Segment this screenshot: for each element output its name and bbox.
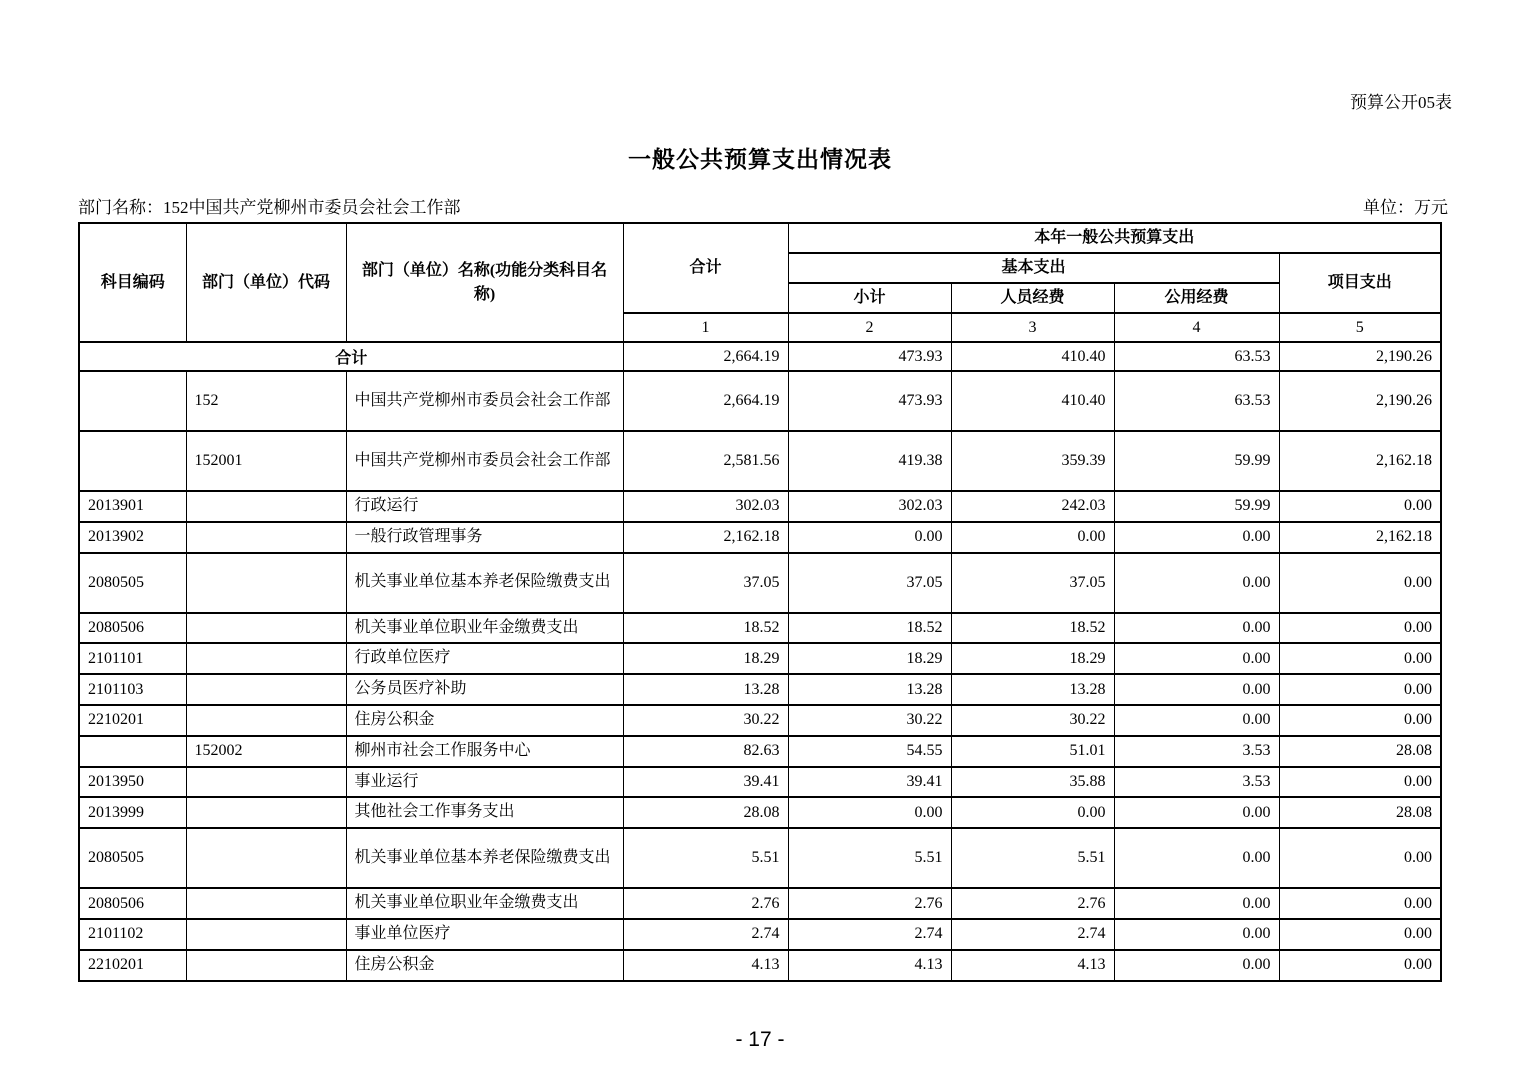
table-row [79, 431, 1441, 491]
project-cell: 0.00 [1279, 491, 1441, 522]
dept-name-cell: 行政单位医疗 [346, 643, 623, 674]
total-cell: 18.29 [623, 643, 788, 674]
project-cell: 0.00 [1279, 613, 1441, 644]
col-header-subject-code: 科目编码 [79, 223, 186, 342]
subtotal-cell: 18.52 [788, 613, 951, 644]
public-funds-cell: 0.00 [1114, 888, 1279, 919]
project-cell: 2,162.18 [1279, 522, 1441, 553]
personnel-cell: 242.03 [951, 491, 1114, 522]
total-cell: 37.05 [623, 553, 788, 613]
public-funds-cell: 59.99 [1114, 491, 1279, 522]
col-header-dept-name: 部门（单位）名称(功能分类科目名称) [346, 223, 623, 342]
department-label: 部门名称：152中国共产党柳州市委员会社会工作部 [78, 198, 461, 217]
subject-code-cell: 2101102 [79, 919, 186, 950]
public-funds-cell: 0.00 [1114, 828, 1279, 888]
table-row [79, 950, 1441, 981]
total-cell: 2,664.19 [623, 371, 788, 431]
subtotal-cell: 419.38 [788, 431, 951, 491]
subject-code-cell: 2013950 [79, 767, 186, 798]
table-row [79, 643, 1441, 674]
subtotal-cell: 5.51 [788, 828, 951, 888]
personnel-cell: 5.51 [951, 828, 1114, 888]
grand-total-subtotal: 473.93 [788, 342, 951, 371]
subject-code-cell [79, 736, 186, 767]
header-row-top [79, 223, 1441, 253]
project-cell: 0.00 [1279, 919, 1441, 950]
subject-code-cell: 2210201 [79, 950, 186, 981]
public-funds-cell: 3.53 [1114, 736, 1279, 767]
total-cell: 39.41 [623, 767, 788, 798]
total-cell: 4.13 [623, 950, 788, 981]
table-row [79, 767, 1441, 798]
subject-code-cell: 2013999 [79, 797, 186, 828]
dept-name-cell: 机关事业单位基本养老保险缴费支出 [346, 553, 623, 613]
dept-name-cell: 中国共产党柳州市委员会社会工作部 [346, 371, 623, 431]
page-number: - 17 - [735, 1028, 785, 1051]
table-row [79, 705, 1441, 736]
dept-code-cell [186, 797, 346, 828]
personnel-cell: 30.22 [951, 705, 1114, 736]
dept-code-cell [186, 919, 346, 950]
personnel-cell: 18.52 [951, 613, 1114, 644]
subject-code-cell: 2210201 [79, 705, 186, 736]
dept-code-cell: 152002 [186, 736, 346, 767]
dept-name-cell: 住房公积金 [346, 705, 623, 736]
dept-code-cell: 152 [186, 371, 346, 431]
table-row [79, 674, 1441, 705]
subtotal-cell: 39.41 [788, 767, 951, 798]
dept-code-cell [186, 828, 346, 888]
grand-total-sum: 2,664.19 [623, 342, 788, 371]
table-header [79, 223, 1441, 342]
subtotal-cell: 13.28 [788, 674, 951, 705]
project-cell: 28.08 [1279, 797, 1441, 828]
personnel-cell: 359.39 [951, 431, 1114, 491]
public-funds-cell: 0.00 [1114, 553, 1279, 613]
dept-name-cell: 其他社会工作事务支出 [346, 797, 623, 828]
col-index-5: 5 [1279, 313, 1441, 342]
subject-code-cell: 2013902 [79, 522, 186, 553]
subtotal-cell: 473.93 [788, 371, 951, 431]
dept-code-cell [186, 613, 346, 644]
dept-code-cell [186, 522, 346, 553]
subtotal-cell: 0.00 [788, 522, 951, 553]
project-cell: 0.00 [1279, 705, 1441, 736]
public-funds-cell: 0.00 [1114, 674, 1279, 705]
col-index-1: 1 [623, 313, 788, 342]
public-funds-cell: 63.53 [1114, 371, 1279, 431]
total-cell: 302.03 [623, 491, 788, 522]
total-cell: 5.51 [623, 828, 788, 888]
col-header-current-year: 本年一般公共预算支出 [788, 223, 1441, 253]
dept-code-cell [186, 491, 346, 522]
subtotal-cell: 4.13 [788, 950, 951, 981]
subject-code-cell: 2013901 [79, 491, 186, 522]
subtotal-cell: 2.76 [788, 888, 951, 919]
subject-code-cell [79, 431, 186, 491]
subtotal-cell: 0.00 [788, 797, 951, 828]
grand-total-row [79, 342, 1441, 371]
grand-total-public: 63.53 [1114, 342, 1279, 371]
total-cell: 13.28 [623, 674, 788, 705]
public-funds-cell: 0.00 [1114, 919, 1279, 950]
col-index-2: 2 [788, 313, 951, 342]
project-cell: 0.00 [1279, 888, 1441, 919]
table-row [79, 553, 1441, 613]
public-funds-cell: 0.00 [1114, 613, 1279, 644]
col-header-public-funds: 公用经费 [1114, 283, 1279, 313]
public-funds-cell: 0.00 [1114, 797, 1279, 828]
col-header-dept-code: 部门（单位）代码 [186, 223, 346, 342]
personnel-cell: 0.00 [951, 797, 1114, 828]
dept-code-cell [186, 674, 346, 705]
public-funds-cell: 3.53 [1114, 767, 1279, 798]
dept-code-cell [186, 553, 346, 613]
total-cell: 28.08 [623, 797, 788, 828]
personnel-cell: 2.74 [951, 919, 1114, 950]
project-cell: 0.00 [1279, 643, 1441, 674]
col-header-basic: 基本支出 [788, 253, 1279, 283]
table-row [79, 828, 1441, 888]
col-index-3: 3 [951, 313, 1114, 342]
dept-code-cell [186, 767, 346, 798]
dept-name-cell: 柳州市社会工作服务中心 [346, 736, 623, 767]
personnel-cell: 410.40 [951, 371, 1114, 431]
public-funds-cell: 0.00 [1114, 522, 1279, 553]
total-cell: 2.76 [623, 888, 788, 919]
table-row [79, 491, 1441, 522]
col-header-subtotal: 小计 [788, 283, 951, 313]
table-row [79, 736, 1441, 767]
project-cell: 0.00 [1279, 767, 1441, 798]
personnel-cell: 37.05 [951, 553, 1114, 613]
grand-total-personnel: 410.40 [951, 342, 1114, 371]
subtotal-cell: 302.03 [788, 491, 951, 522]
personnel-cell: 2.76 [951, 888, 1114, 919]
personnel-cell: 13.28 [951, 674, 1114, 705]
table-row [79, 522, 1441, 553]
col-header-total: 合计 [623, 223, 788, 313]
dept-code-cell [186, 888, 346, 919]
grand-total-label: 合计 [79, 342, 623, 371]
public-funds-cell: 0.00 [1114, 950, 1279, 981]
project-cell: 2,162.18 [1279, 431, 1441, 491]
table-row [79, 919, 1441, 950]
dept-code-cell [186, 705, 346, 736]
public-funds-cell: 0.00 [1114, 705, 1279, 736]
table-row [79, 888, 1441, 919]
project-cell: 2,190.26 [1279, 371, 1441, 431]
subject-code-cell [79, 371, 186, 431]
dept-name-cell: 机关事业单位职业年金缴费支出 [346, 888, 623, 919]
project-cell: 28.08 [1279, 736, 1441, 767]
total-cell: 18.52 [623, 613, 788, 644]
dept-name-cell: 中国共产党柳州市委员会社会工作部 [346, 431, 623, 491]
meta-row [78, 193, 1448, 218]
personnel-cell: 4.13 [951, 950, 1114, 981]
dept-name-cell: 事业单位医疗 [346, 919, 623, 950]
dept-name-cell: 一般行政管理事务 [346, 522, 623, 553]
dept-code-cell [186, 950, 346, 981]
subtotal-cell: 18.29 [788, 643, 951, 674]
col-header-project: 项目支出 [1279, 253, 1441, 313]
dept-code-cell: 152001 [186, 431, 346, 491]
subtotal-cell: 2.74 [788, 919, 951, 950]
project-cell: 0.00 [1279, 950, 1441, 981]
dept-name-cell: 行政运行 [346, 491, 623, 522]
project-cell: 0.00 [1279, 828, 1441, 888]
personnel-cell: 18.29 [951, 643, 1114, 674]
budget-table [78, 222, 1442, 982]
subtotal-cell: 37.05 [788, 553, 951, 613]
dept-name-cell: 住房公积金 [346, 950, 623, 981]
total-cell: 30.22 [623, 705, 788, 736]
public-funds-cell: 0.00 [1114, 643, 1279, 674]
subject-code-cell: 2080506 [79, 613, 186, 644]
subject-code-cell: 2101101 [79, 643, 186, 674]
dept-name-cell: 公务员医疗补助 [346, 674, 623, 705]
dept-code-cell [186, 643, 346, 674]
personnel-cell: 0.00 [951, 522, 1114, 553]
page-title: 一般公共预算支出情况表 [628, 147, 892, 172]
table-body [79, 342, 1441, 981]
subject-code-cell: 2080506 [79, 888, 186, 919]
subtotal-cell: 54.55 [788, 736, 951, 767]
subtotal-cell: 30.22 [788, 705, 951, 736]
total-cell: 82.63 [623, 736, 788, 767]
grand-total-project: 2,190.26 [1279, 342, 1441, 371]
form-label: 预算公开05表 [1350, 93, 1452, 112]
table-row [79, 371, 1441, 431]
total-cell: 2.74 [623, 919, 788, 950]
total-cell: 2,162.18 [623, 522, 788, 553]
dept-name-cell: 事业运行 [346, 767, 623, 798]
total-cell: 2,581.56 [623, 431, 788, 491]
personnel-cell: 35.88 [951, 767, 1114, 798]
subject-code-cell: 2080505 [79, 553, 186, 613]
project-cell: 0.00 [1279, 674, 1441, 705]
col-header-personnel: 人员经费 [951, 283, 1114, 313]
subject-code-cell: 2080505 [79, 828, 186, 888]
col-index-4: 4 [1114, 313, 1279, 342]
subject-code-cell: 2101103 [79, 674, 186, 705]
public-funds-cell: 59.99 [1114, 431, 1279, 491]
project-cell: 0.00 [1279, 553, 1441, 613]
unit-label: 单位：万元 [1363, 198, 1448, 217]
dept-name-cell: 机关事业单位职业年金缴费支出 [346, 613, 623, 644]
dept-name-cell: 机关事业单位基本养老保险缴费支出 [346, 828, 623, 888]
table-row [79, 613, 1441, 644]
table-row [79, 797, 1441, 828]
personnel-cell: 51.01 [951, 736, 1114, 767]
